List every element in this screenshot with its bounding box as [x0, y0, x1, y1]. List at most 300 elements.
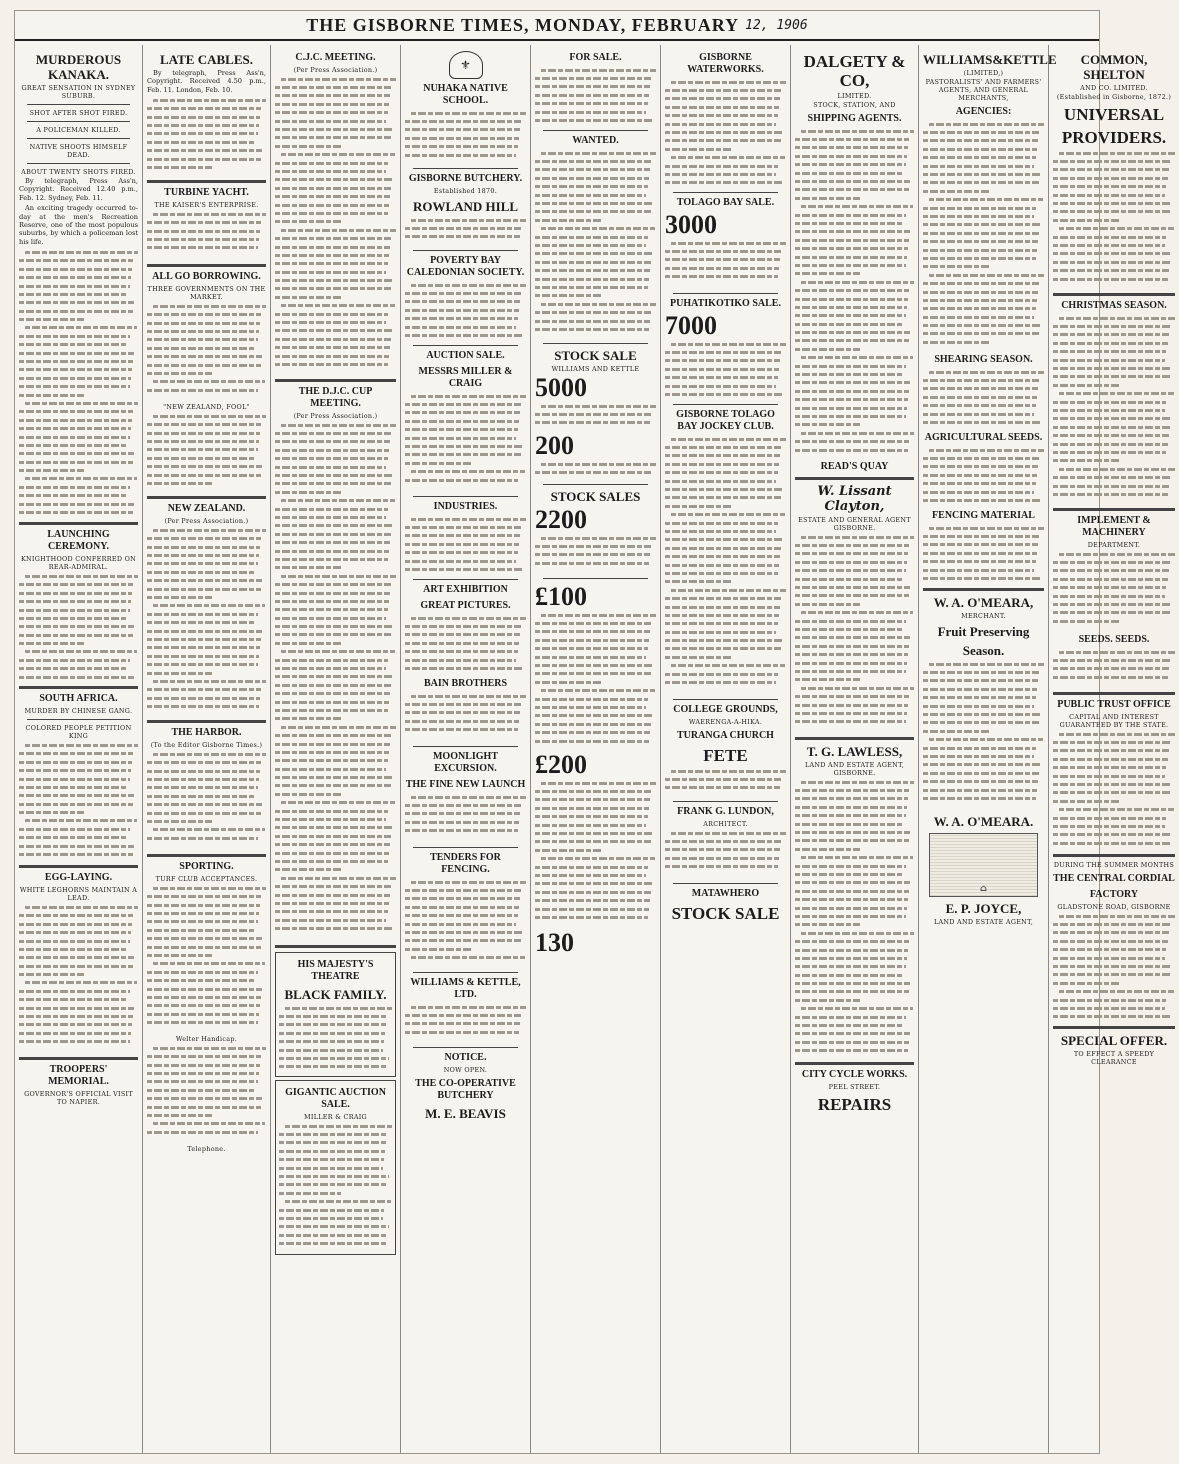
text-line: [1053, 764, 1175, 772]
text-line: [665, 767, 786, 775]
notice-body: [665, 435, 786, 695]
text-line-ink: [795, 678, 860, 681]
text-line: [665, 145, 786, 153]
text-line: [795, 286, 914, 294]
text-line-ink: [1053, 325, 1170, 328]
text-line: [19, 341, 138, 349]
text-line-ink: [665, 848, 780, 851]
text-line: [147, 677, 266, 685]
text-line: [275, 192, 396, 200]
subhead: Established 1870.: [433, 187, 498, 195]
text-line-ink: [1053, 940, 1168, 943]
text-line: [795, 337, 914, 345]
text-line-ink: [19, 931, 131, 934]
text-line: [1053, 979, 1175, 987]
text-line-ink: [923, 291, 1038, 294]
text-line: [19, 307, 138, 315]
text-line-ink: [535, 160, 651, 163]
text-line-ink: [535, 77, 651, 80]
text-line: [795, 1005, 914, 1013]
text-line: [275, 757, 396, 765]
text-line: [535, 266, 656, 274]
text-line: [795, 396, 914, 404]
divider: [147, 496, 266, 499]
text-line-ink: [1053, 210, 1170, 213]
text-line-ink: [665, 622, 778, 625]
text-line-ink: [923, 797, 1036, 800]
text-line-ink: [19, 427, 131, 430]
text-line: [405, 426, 526, 434]
text-line-ink: [19, 285, 130, 288]
text-line: [535, 813, 656, 821]
text-line-ink: [281, 726, 396, 729]
divider: [543, 578, 648, 579]
text-line: [279, 1038, 392, 1046]
advert-body: [279, 1122, 392, 1252]
article-body: [147, 412, 266, 492]
text-line: [405, 801, 526, 809]
classifieds: [535, 66, 656, 126]
advert-body: [923, 660, 1044, 810]
text-line-ink: [147, 786, 258, 789]
text-line: [535, 468, 656, 476]
text-line-ink: [147, 630, 262, 633]
text-line-ink: [19, 335, 130, 338]
text-line: [147, 817, 266, 825]
text-line: [795, 1021, 914, 1029]
text-line: [147, 577, 266, 585]
text-line-ink: [1053, 375, 1170, 378]
text-line-ink: [275, 784, 391, 787]
text-line-ink: [795, 865, 906, 868]
divider: [795, 737, 914, 740]
text-line-ink: [665, 480, 776, 483]
text-line-ink: [795, 415, 906, 418]
text-line: [19, 945, 138, 953]
divider: [413, 746, 518, 747]
text-line-ink: [665, 123, 776, 126]
text-line: [147, 96, 266, 104]
text-line: [275, 125, 396, 133]
headline: Fruit Preserving: [937, 624, 1030, 639]
advert-body: [923, 446, 1044, 506]
text-line-ink: [795, 373, 904, 376]
text-line-ink: [19, 377, 131, 380]
text-line: [405, 532, 526, 540]
divider: [413, 579, 518, 580]
text-line: [147, 627, 266, 635]
text-line-ink: [665, 631, 776, 634]
text-line: [147, 775, 266, 783]
text-line-ink: [147, 1097, 262, 1100]
text-line-ink: [1053, 982, 1120, 985]
text-line: [923, 471, 1044, 479]
text-line-ink: [535, 94, 649, 97]
text-line: [1053, 406, 1175, 414]
text-line: [1053, 567, 1175, 575]
text-line-ink: [19, 659, 130, 662]
text-line: [795, 354, 914, 362]
text-line-ink: [665, 385, 776, 388]
headline: TENDERS FOR FENCING.: [430, 852, 501, 875]
text-line-ink: [19, 352, 134, 355]
text-line: [795, 862, 914, 870]
text-line: [279, 1223, 392, 1231]
text-line: [795, 261, 914, 269]
text-line-ink: [671, 81, 786, 84]
text-line: [535, 737, 656, 745]
divider: [543, 130, 648, 131]
text-line: [147, 421, 266, 429]
text-line-ink: [1053, 817, 1166, 820]
text-line: [147, 361, 266, 369]
text-line: [923, 393, 1044, 401]
text-line: [795, 211, 914, 219]
text-line-ink: [147, 141, 256, 144]
text-line: [275, 109, 396, 117]
text-line: [275, 438, 396, 446]
text-line: [275, 589, 396, 597]
text-line-ink: [19, 845, 134, 848]
text-line-ink: [923, 257, 1036, 260]
advert-body: [279, 1004, 392, 1074]
text-line: [795, 937, 914, 945]
text-line-ink: [405, 128, 520, 131]
text-line: [405, 928, 526, 936]
text-line: [795, 161, 914, 169]
text-line-ink: [923, 190, 990, 193]
divider: [19, 522, 138, 525]
text-line-ink: [795, 1032, 910, 1035]
subhead: (Established in Gisborne, 1872.): [1056, 93, 1172, 101]
text-line-ink: [535, 119, 652, 122]
text-line-ink: [147, 313, 261, 316]
text-line-ink: [405, 939, 521, 942]
text-line: [275, 497, 396, 505]
text-line-ink: [19, 836, 128, 839]
text-line-ink: [801, 856, 913, 859]
text-line: [147, 610, 266, 618]
text-line: [1053, 558, 1175, 566]
text-line-ink: [285, 1007, 392, 1010]
text-line: [665, 636, 786, 644]
text-line: [19, 665, 138, 673]
stock-number: 3000: [665, 210, 717, 239]
text-line: [147, 479, 266, 487]
text-line: [535, 275, 656, 283]
text-line-ink: [147, 979, 256, 982]
text-line-ink: [19, 276, 131, 279]
text-line: [405, 117, 526, 125]
text-line-ink: [671, 770, 786, 773]
article-body: [19, 903, 138, 1053]
text-line-ink: [147, 904, 260, 907]
text-line-ink: [923, 535, 1039, 538]
advert-name: BAIN BROTHERS: [423, 678, 508, 689]
headline: POVERTY BAY CALEDONIAN SOCIETY.: [406, 255, 525, 278]
text-line-ink: [801, 932, 914, 935]
article-text: An exciting tragedy occurred to-day at the men's Recreation Reserve, one of the most populous suburbs, by which a policeman lost his life.: [19, 204, 138, 246]
subhead: PASTORALISTS' AND FARMERS' AGENTS, AND GENERAL MERCHANTS,: [925, 78, 1042, 102]
text-line: [19, 808, 138, 816]
text-line: [923, 212, 1044, 220]
text-line: [19, 817, 138, 825]
text-line: [275, 790, 396, 798]
text-line: [19, 606, 138, 614]
text-line: [279, 1239, 392, 1247]
text-line-ink: [19, 360, 133, 363]
text-line-ink: [147, 672, 212, 675]
headline: EGG-LAYING.: [44, 872, 113, 884]
text-line: [795, 312, 914, 320]
text-line: [147, 801, 266, 809]
text-line: [1053, 755, 1175, 763]
divider: [1053, 1026, 1175, 1029]
text-line: [795, 845, 914, 853]
text-line-ink: [535, 798, 650, 801]
advert-body: [405, 515, 526, 575]
text-line: [147, 669, 266, 677]
text-line-ink: [541, 463, 656, 466]
text-line: [535, 913, 656, 921]
text-line: [1053, 183, 1175, 191]
text-line: [535, 653, 656, 661]
text-line-ink: [275, 852, 389, 855]
subhead: STOCK, STATION, AND: [813, 101, 896, 109]
text-line: [147, 302, 266, 310]
text-line: [147, 113, 266, 121]
text-line: [19, 648, 138, 656]
notice-body: [665, 829, 786, 879]
text-line-ink: [147, 448, 258, 451]
text-line-ink: [147, 638, 261, 641]
text-line-ink: [19, 293, 128, 296]
text-line-ink: [671, 664, 785, 667]
text-line-ink: [795, 890, 909, 893]
text-line: [19, 572, 138, 580]
text-line: [147, 652, 266, 660]
text-line-ink: [25, 326, 137, 329]
text-line: [923, 145, 1044, 153]
headline: PROVIDERS.: [1061, 128, 1167, 147]
text-line-ink: [153, 380, 265, 383]
text-line-ink: [795, 222, 904, 225]
text-line: [275, 513, 396, 521]
headline: FRANK G. LUNDON,: [677, 806, 774, 817]
text-line-ink: [801, 130, 914, 133]
text-line-ink: [923, 772, 1039, 775]
text-line: [795, 887, 914, 895]
text-line-ink: [275, 162, 388, 165]
columns: [15, 45, 1175, 1453]
text-line: [665, 611, 786, 619]
text-line: [795, 803, 914, 811]
text-line: [665, 170, 786, 178]
text-line: [923, 668, 1044, 676]
text-line-ink: [147, 389, 258, 392]
article-body: [147, 302, 266, 402]
text-line-ink: [405, 334, 522, 337]
text-line: [1053, 390, 1175, 398]
divider: [147, 180, 266, 183]
headline: INDUSTRIES.: [433, 501, 498, 512]
text-line: [923, 496, 1044, 504]
text-line-ink: [1053, 676, 1168, 679]
text-line: [275, 681, 396, 689]
advert-name: E. P. JOYCE,: [945, 901, 1022, 916]
text-line: [275, 268, 396, 276]
text-line: [1053, 738, 1175, 746]
text-line: [665, 863, 786, 871]
text-line-ink: [795, 940, 909, 943]
text-line: [405, 289, 526, 297]
text-line-ink: [19, 940, 130, 943]
text-line: [535, 91, 656, 99]
text-line: [923, 685, 1044, 693]
text-line-ink: [665, 97, 780, 100]
text-line: [795, 244, 914, 252]
text-line-ink: [795, 586, 910, 589]
text-line-ink: [795, 323, 904, 326]
text-line-ink: [795, 390, 909, 393]
text-line-ink: [1059, 392, 1174, 395]
text-line: [147, 960, 266, 968]
text-line: [923, 279, 1044, 287]
text-line: [795, 963, 914, 971]
divider: [673, 883, 778, 884]
text-line: [275, 260, 396, 268]
text-line: [275, 421, 396, 429]
text-line: [1053, 275, 1175, 283]
text-line: [1053, 157, 1175, 165]
text-line: [795, 152, 914, 160]
text-line-ink: [19, 343, 128, 346]
text-line-ink: [275, 321, 386, 324]
advert-body: [1053, 550, 1175, 630]
text-line-ink: [1053, 219, 1120, 222]
text-line-ink: [929, 738, 1043, 741]
text-line-ink: [665, 488, 782, 491]
text-line-ink: [535, 723, 651, 726]
text-line-ink: [275, 592, 390, 595]
text-line: [147, 660, 266, 668]
text-line: [275, 765, 396, 773]
text-line: [147, 311, 266, 319]
notice-body: [665, 239, 786, 289]
subhead: ABOUT TWENTY SHOTS FIRED.: [21, 168, 136, 176]
text-line: [1053, 912, 1175, 920]
text-line-ink: [281, 229, 396, 232]
text-line: [405, 622, 526, 630]
text-line: [275, 293, 396, 301]
text-line: [1053, 322, 1175, 330]
text-line-ink: [19, 318, 84, 321]
text-line-ink: [541, 537, 656, 540]
text-line: [535, 250, 656, 258]
divider: [413, 972, 518, 973]
text-line-ink: [535, 168, 650, 171]
company-name: WILLIAMS&KETTLE: [923, 52, 1057, 67]
text-line-ink: [795, 814, 906, 817]
text-line: [665, 112, 786, 120]
text-line: [275, 874, 396, 882]
text-line: [1053, 149, 1175, 157]
text-line: [535, 83, 656, 91]
text-line-ink: [147, 246, 258, 249]
text-line: [923, 752, 1044, 760]
text-line: [405, 886, 526, 894]
text-line-ink: [147, 221, 261, 224]
text-line-ink: [19, 259, 133, 262]
text-line-ink: [1053, 1015, 1171, 1018]
text-line-ink: [147, 1106, 261, 1109]
text-line-ink: [923, 474, 1037, 477]
text-line-ink: [665, 267, 779, 270]
text-line-ink: [147, 338, 258, 341]
text-line: [535, 283, 656, 291]
text-line-ink: [19, 778, 130, 781]
text-line: [1053, 191, 1175, 199]
text-line: [665, 527, 786, 535]
subhead: SHOT AFTER SHOT FIRED.: [29, 109, 128, 117]
text-line: [535, 66, 656, 74]
text-line: [665, 340, 786, 348]
text-line: [795, 692, 914, 700]
text-line: [405, 937, 526, 945]
text-line: [535, 871, 656, 879]
text-line-ink: [405, 642, 519, 645]
text-line-ink: [281, 575, 396, 578]
text-line: [147, 1103, 266, 1111]
text-line-ink: [275, 355, 389, 358]
advert-body: [405, 392, 526, 492]
text-line: [275, 698, 396, 706]
text-line: [405, 392, 526, 400]
text-line: [19, 673, 138, 681]
text-line-ink: [665, 778, 781, 781]
text-line-ink: [147, 364, 261, 367]
text-line: [19, 903, 138, 911]
text-line-ink: [795, 407, 907, 410]
text-line: [1053, 216, 1175, 224]
text-line-ink: [147, 238, 259, 241]
text-line: [405, 1028, 526, 1036]
subhead: CAPITAL AND INTEREST GUARANTEED BY THE STATE.: [1059, 713, 1169, 729]
classifieds: [535, 460, 656, 480]
text-line-ink: [19, 828, 130, 831]
text-line: [19, 416, 138, 424]
text-line-ink: [795, 645, 909, 648]
text-line: [279, 1063, 392, 1071]
text-line-ink: [923, 396, 1037, 399]
text-line: [279, 1021, 392, 1029]
text-line-ink: [405, 923, 516, 926]
text-line-ink: [923, 569, 1034, 572]
text-line-ink: [147, 596, 212, 599]
text-line: [795, 812, 914, 820]
advert-body: [923, 368, 1044, 428]
text-line: [1053, 665, 1175, 673]
text-line: [923, 196, 1044, 204]
text-line-ink: [19, 803, 133, 806]
text-line: [923, 480, 1044, 488]
text-line-ink: [279, 1242, 386, 1245]
text-line: [147, 901, 266, 909]
text-line: [665, 86, 786, 94]
text-line-ink: [275, 894, 390, 897]
text-line-ink: [535, 471, 651, 474]
text-line-ink: [279, 1150, 385, 1153]
